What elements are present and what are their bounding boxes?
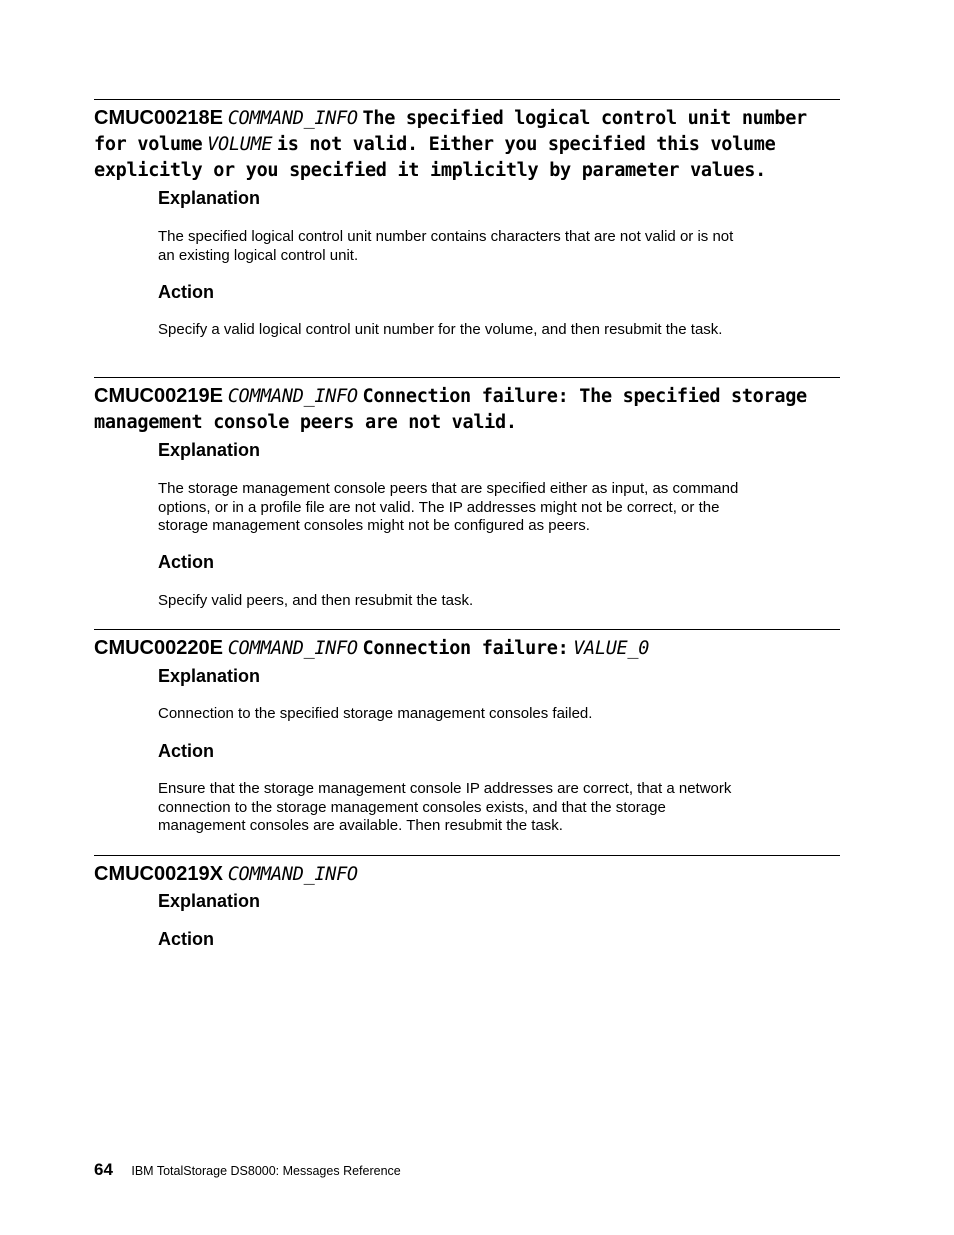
action-heading: Action [158,741,214,761]
action-text: Specify a valid logical control unit number for the volume, and then resubmit the task. [158,321,723,338]
heading-part: The specified logical control unit number for volume [94,108,807,155]
action-heading: Action [158,552,214,572]
message-heading [94,378,840,436]
heading-part: COMMAND_INFO [227,108,358,129]
page-footer [94,1160,401,1180]
heading-part: is not valid. Either you specified this volume explicitly or you specified it implicitly by parameter values. [94,134,776,181]
page-number: 64 [94,1160,113,1179]
heading-part: VOLUME [207,134,273,155]
heading-part: COMMAND_INFO [227,386,358,407]
explanation-text: The specified logical control unit number contains characters that are not valid or is not an existing logical control unit. [158,228,734,264]
explanation-heading: Explanation [158,666,261,686]
heading-part: Connection failure: [362,638,569,659]
heading-part: COMMAND_INFO [227,638,358,659]
message-cmuc00218e [94,99,840,184]
message-code: CMUC00219E [94,385,223,407]
explanation-text: Connection to the specified storage management consoles failed. [158,705,593,722]
explanation-heading: Explanation [158,440,261,460]
action-text: Ensure that the storage management console IP addresses are correct, that a network connection to the storage management consoles exists, and that the storage management consoles are available. Then resubmit the task. [158,780,732,834]
message-code: CMUC00220E [94,637,223,659]
message-cmuc00219x [94,855,840,888]
heading-part: VALUE_0 [573,638,650,659]
explanation-text: The storage management console peers that are specified either as input, as command options, or in a profile file are not valid. The IP addresses might not be correct, or the storage management consoles might not be configured as peers. [158,480,739,534]
action-heading: Action [158,929,214,949]
message-heading [94,630,840,662]
message-heading [94,100,840,184]
explanation-heading: Explanation [158,188,261,208]
explanation-heading: Explanation [158,891,261,911]
book-title: IBM TotalStorage DS8000: Messages Reference [131,1164,401,1178]
message-code: CMUC00219X [94,863,223,885]
message-cmuc00220e [94,629,840,662]
action-heading: Action [158,282,214,302]
message-code: CMUC00218E [94,107,223,129]
message-cmuc00219e [94,377,840,436]
heading-part: Connection failure: The specified storage management console peers are not valid. [94,386,807,433]
heading-part: COMMAND_INFO [227,864,358,885]
message-heading [94,856,840,888]
action-text: Specify valid peers, and then resubmit the task. [158,592,474,609]
